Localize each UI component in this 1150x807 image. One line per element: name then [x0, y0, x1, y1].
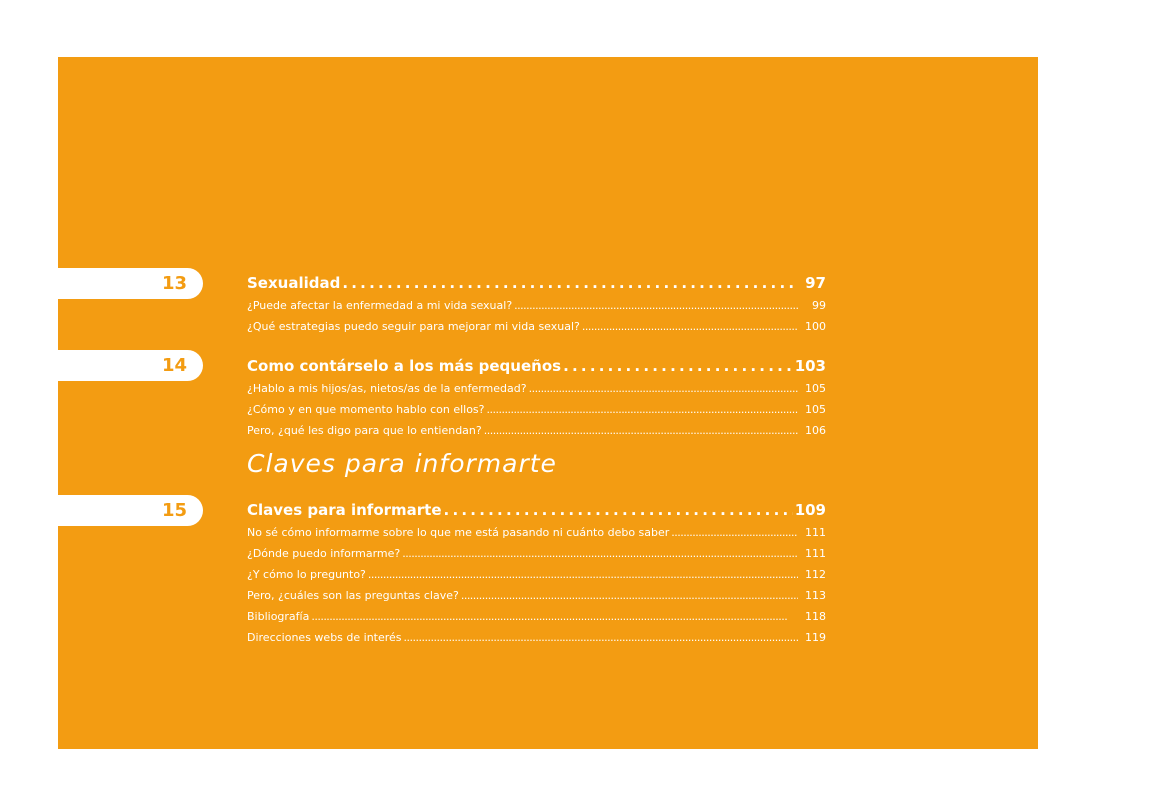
dot-leader — [461, 585, 798, 606]
entry-page: 112 — [805, 568, 826, 581]
toc-entry[interactable] — [247, 606, 826, 627]
chapter-page: 97 — [805, 274, 826, 292]
entry-title: ¿Puede afectar la enfermedad a mi vida sexual? — [247, 299, 513, 312]
chapter-number: 15 — [161, 500, 187, 521]
dot-leader — [487, 399, 799, 420]
dot-leader — [311, 606, 798, 627]
toc-entry[interactable] — [247, 420, 826, 441]
chapter-number: 14 — [161, 355, 187, 376]
chapter-page: 103 — [794, 357, 826, 375]
section-heading: Claves para informarte — [247, 449, 557, 478]
dot-leader — [529, 378, 798, 399]
chapter-page: 109 — [794, 501, 826, 519]
entry-page: 119 — [805, 631, 826, 644]
toc-chapter-heading[interactable] — [247, 354, 826, 378]
toc-entry[interactable] — [247, 316, 826, 337]
dot-leader — [402, 543, 798, 564]
toc-chapter-heading[interactable] — [247, 271, 826, 295]
toc-chapter-15 — [247, 498, 826, 648]
dot-leader — [368, 564, 798, 585]
toc-entry[interactable] — [247, 627, 826, 648]
dot-leader — [671, 522, 798, 543]
chapter-number: 13 — [161, 273, 187, 294]
dot-leader — [342, 271, 798, 295]
entry-title: ¿Dónde puedo informarme? — [247, 547, 401, 560]
entry-title: ¿Qué estrategias puedo seguir para mejorar mi vida sexual? — [247, 320, 580, 333]
entry-title: No sé cómo informarme sobre lo que me está pasando ni cuánto debo saber — [247, 526, 670, 539]
chapter-title: Claves para informarte — [247, 501, 442, 519]
entry-page: 99 — [812, 299, 826, 312]
chapter-title: Sexualidad — [247, 274, 341, 292]
toc-entry[interactable] — [247, 295, 826, 316]
entry-page: 118 — [805, 610, 826, 623]
entry-page: 105 — [805, 403, 826, 416]
entry-title: ¿Cómo y en que momento hablo con ellos? — [247, 403, 485, 416]
dot-leader — [444, 498, 793, 522]
entry-title: Bibliografía — [247, 610, 310, 623]
toc-chapter-14 — [247, 354, 826, 441]
dot-leader — [563, 354, 793, 378]
entry-title: Direcciones webs de interés — [247, 631, 402, 644]
dot-leader — [484, 420, 798, 441]
toc-entry[interactable] — [247, 585, 826, 606]
chapter-title: Como contárselo a los más pequeños — [247, 357, 562, 375]
toc-entry[interactable] — [247, 522, 826, 543]
toc-chapter-heading[interactable] — [247, 498, 826, 522]
dot-leader — [514, 295, 798, 316]
entry-page: 111 — [805, 526, 826, 539]
toc-entry[interactable] — [247, 543, 826, 564]
toc-chapter-13 — [247, 271, 826, 337]
chapter-number-tab — [58, 350, 203, 381]
entry-title: Pero, ¿cuáles son las preguntas clave? — [247, 589, 459, 602]
dot-leader — [404, 627, 798, 648]
entry-page: 105 — [805, 382, 826, 395]
entry-title: Pero, ¿qué les digo para que lo entiendan? — [247, 424, 482, 437]
chapter-number-tab — [58, 495, 203, 526]
toc-entry[interactable] — [247, 564, 826, 585]
entry-page: 113 — [805, 589, 826, 602]
chapter-number-tab — [58, 268, 203, 299]
toc-entry[interactable] — [247, 399, 826, 420]
entry-page: 106 — [805, 424, 826, 437]
entry-page: 100 — [805, 320, 826, 333]
entry-title: ¿Hablo a mis hijos/as, nietos/as de la enfermedad? — [247, 382, 527, 395]
entry-title: ¿Y cómo lo pregunto? — [247, 568, 366, 581]
entry-page: 111 — [805, 547, 826, 560]
toc-entry[interactable] — [247, 378, 826, 399]
dot-leader — [582, 316, 798, 337]
